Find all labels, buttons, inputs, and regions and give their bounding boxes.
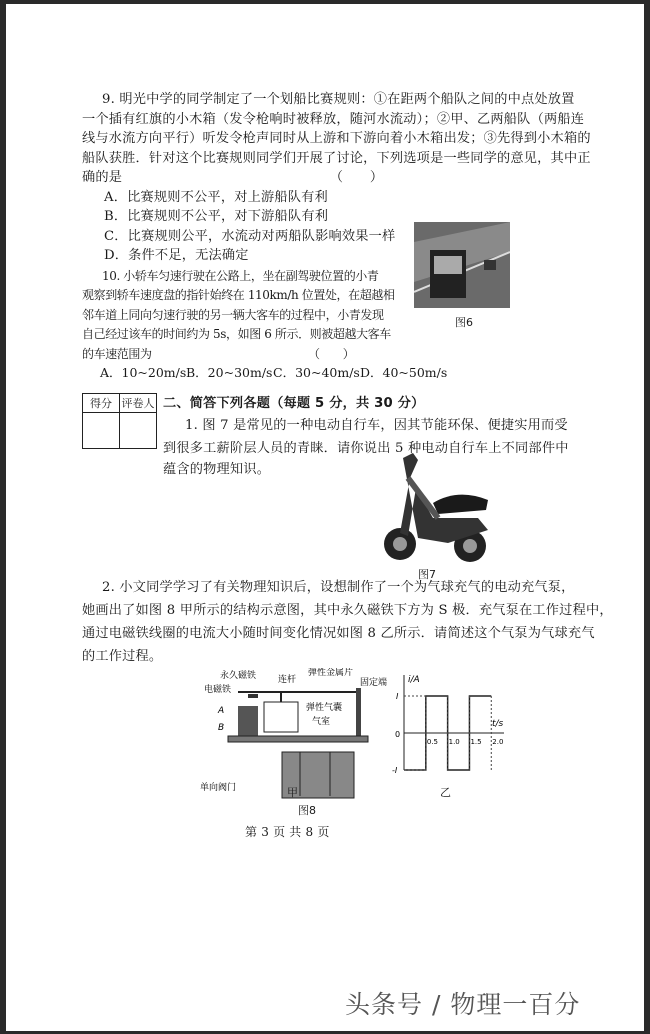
q2-line: 通过电磁铁线圈的电流大小随时间变化情况如图 8 乙所示．请简述这个气泵为气球充气: [82, 626, 595, 641]
x-tick-label: 1.0: [448, 738, 460, 746]
label-rod: 连杆: [278, 675, 297, 685]
q9-line: 一个插有红旗的小木箱（发令枪响时被释放，随河水流动）；②甲、乙两船队（两船连: [82, 111, 585, 127]
q9-line: 确的是 （ ）: [82, 170, 384, 185]
figure-8-pump-diagram: [200, 668, 390, 803]
score-header: 得分: [83, 394, 120, 413]
figure-8-current-chart: [392, 670, 510, 776]
y-tick-label: I: [396, 692, 399, 701]
q10-option-a: A．10~20m/s: [100, 365, 187, 380]
figure-6-caption: 图6: [455, 316, 473, 329]
section-2-title: 二、简答下列各题（每题 5 分，共 30 分）: [163, 396, 425, 411]
q9-line: 船队获胜．针对这个比赛规则同学们开展了讨论，下列选项是一些同学的意见，其中正: [82, 150, 591, 166]
x-tick-label: 1.5: [470, 738, 482, 746]
label-b: B: [218, 723, 225, 733]
grader-cell: [120, 413, 157, 449]
score-cell: [83, 413, 120, 449]
q10-option-c: C．30~40m/s: [273, 365, 360, 380]
label-chamber: 气室: [312, 717, 331, 727]
q9-option-d: D．条件不足，无法确定: [104, 248, 249, 263]
q10-option-d: D．40~50m/s: [360, 365, 448, 380]
y-tick-label: -I: [392, 766, 398, 775]
q10-line: 10. 小轿车匀速行驶在公路上，坐在副驾驶位置的小青: [102, 268, 379, 283]
label-air-bag: 弹性气囊: [306, 703, 343, 713]
q10-line: 观察到轿车速度盘的指针始终在 110km/h 位置处，在超越相: [82, 288, 395, 302]
q9-option-a: A．比赛规则不公平，对上游船队有利: [104, 189, 328, 205]
q9-option-b: B．比赛规则不公平，对下游船队有利: [104, 209, 329, 224]
q10-option-b: B．20~30m/s: [186, 365, 273, 380]
figure-8b-label: 乙: [440, 786, 451, 799]
figure-7-caption: 图7: [418, 568, 436, 581]
figure-8-caption: 图8: [298, 804, 316, 817]
origin-label: 0: [395, 730, 401, 739]
label-valve: 单向阀门: [200, 783, 237, 793]
q2-line: 的工作过程。: [82, 649, 163, 664]
q9-line: 9. 明光中学的同学制定了一个划船比赛规则：①在距两个船队之间的中点处放置: [102, 92, 575, 107]
q1-line: 蕴含的物理知识。: [163, 462, 271, 477]
q1-line: 1. 图 7 是常见的一种电动自行车，因其节能环保、便捷实用而受: [185, 418, 568, 433]
bus-image: [414, 222, 510, 308]
q2-line: 2. 小文同学学习了有关物理知识后，设想制作了一个为气球充气的电动充气泵，: [102, 580, 575, 595]
x-tick-label: 2.0: [492, 738, 504, 746]
q10-line: 自己经过该车的时间约为 5s，如图 6 所示．则被超越大客车: [82, 327, 391, 341]
q10-line: 邻车道上同向匀速行驶的另一辆大客车的过程中，小青发现: [82, 307, 384, 322]
label-spring-sheet: 弹性金属片: [308, 668, 354, 678]
label-electromagnet: 电磁铁: [204, 685, 232, 695]
label-magnet: 永久磁铁: [220, 671, 257, 681]
q9-option-c: C．比赛规则公平，水流动对两船队影响效果一样: [104, 228, 396, 244]
q9-line: 线与水流方向平行）听发令枪声同时从上游和下游向着小木箱出发；③先得到小木箱的: [82, 131, 591, 146]
figure-7-scooter: [378, 448, 498, 568]
watermark: 头条号 / 物理一百分: [345, 990, 581, 1019]
label-a: A: [218, 706, 225, 716]
figure-8a-label: 甲: [287, 786, 298, 799]
q1-line: 到很多工薪阶层人员的青睐．请你说出 5 种电动自行车上不同部件中: [163, 441, 569, 456]
q2-line: 她画出了如图 8 甲所示的结构示意图，其中永久磁铁下方为 S 极．充气泵在工作过程中，: [82, 603, 613, 618]
y-axis-label: i/A: [408, 675, 420, 685]
figure-6-photo: [414, 222, 510, 308]
x-tick-label: 0.5: [426, 738, 438, 746]
score-table: [82, 393, 157, 449]
q10-line: 的车速范围为 （ ）: [82, 346, 355, 361]
grader-header: 评卷人: [120, 394, 157, 413]
page-footer: 第 3 页 共 8 页: [245, 825, 330, 839]
x-axis-label: t/s: [492, 719, 504, 729]
label-fixed-end: 固定端: [360, 678, 388, 688]
